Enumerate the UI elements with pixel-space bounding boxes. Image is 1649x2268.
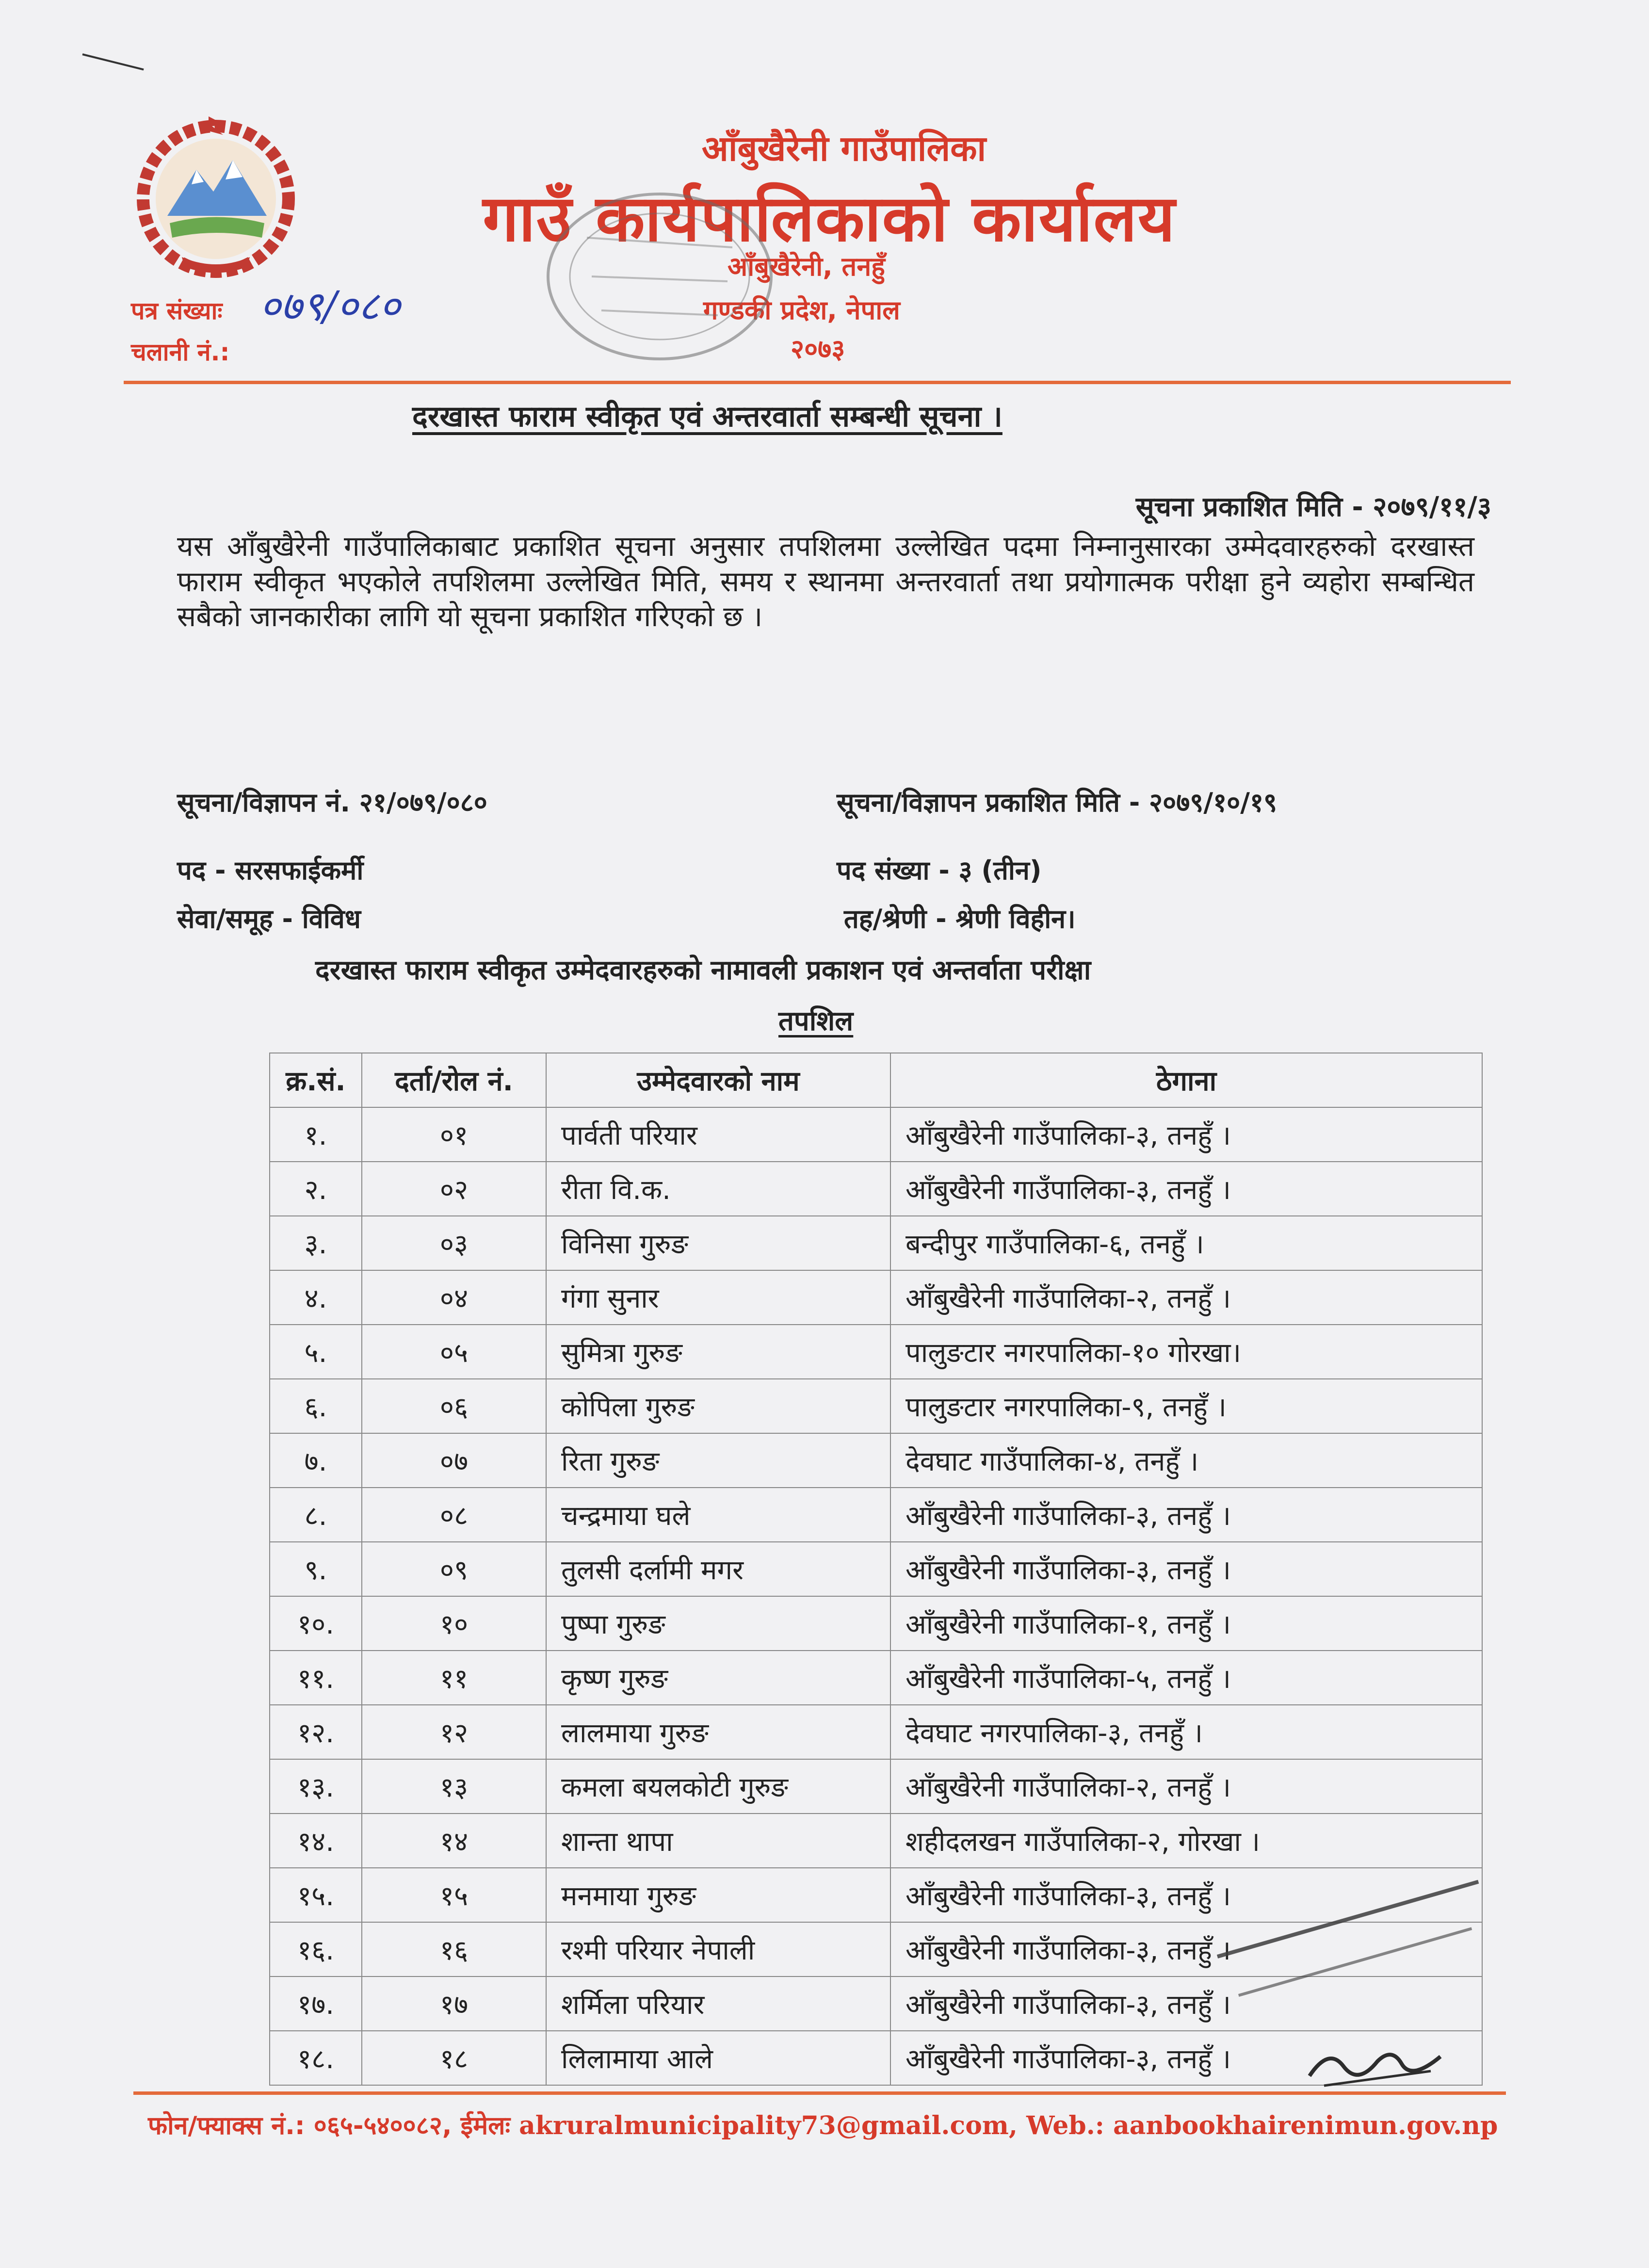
notice-title: दरखास्त फाराम स्वीकृत एवं अन्तरवार्ता सम्बन्धी सूचना । xyxy=(412,400,1002,434)
letter-no-label: पत्र संख्याः xyxy=(131,297,223,325)
roll-number-cell: १६ xyxy=(362,1922,546,1976)
serial-number-cell: ११. xyxy=(270,1651,362,1705)
address-line-1: आँबुखैरेनी, तनहुँ xyxy=(728,251,885,282)
roll-number-cell: १७ xyxy=(362,1976,546,2031)
service-group: सेवा/समूह - विविध xyxy=(177,904,361,934)
table-row xyxy=(270,1651,1482,1705)
roll-number-cell: ०५ xyxy=(362,1325,546,1379)
notice-body: यस आँबुखैरेनी गाउँपालिकाबाट प्रकाशित सूचना अनुसार तपशिलमा उल्लेखित पदमा निम्नानुसारका उम्मेदवारहरुको दरखास्त फाराम स्वीकृत भएकोले तपशिलमा उल्लेखित मिति, समय र स्थानमा अन्तरवार्ता तथा प्रयोगात्मक परीक्षा हुने व्यहोरा सम्बन्धित सबैको जानकारीका लागि यो सूचना प्रकाशित गरिएको छ । xyxy=(177,530,1474,633)
roll-number-cell: १८ xyxy=(362,2031,546,2085)
roll-number-cell: ०६ xyxy=(362,1379,546,1433)
list-heading: दरखास्त फाराम स्वीकृत उम्मेदवारहरुको नामावली प्रकाशन एवं अन्तर्वाता परीक्षा xyxy=(315,955,1091,986)
address-cell: आँबुखैरेनी गाउँपालिका-३, तनहुँ । xyxy=(890,1107,1482,1162)
roll-number-cell: ०७ xyxy=(362,1433,546,1488)
dispatch-no-label: चलानी नं.: xyxy=(131,338,230,366)
nepal-emblem-icon xyxy=(124,112,308,286)
serial-number-cell: ८. xyxy=(270,1488,362,1542)
serial-number-cell: ६. xyxy=(270,1379,362,1433)
table-row xyxy=(270,1162,1482,1216)
candidate-name-cell: रश्मी परियार नेपाली xyxy=(546,1922,890,1976)
table-row xyxy=(270,1433,1482,1488)
candidate-name-cell: कमला बयलकोटी गुरुङ xyxy=(546,1759,890,1814)
roll-number-cell: १३ xyxy=(362,1759,546,1814)
serial-number-cell: ७. xyxy=(270,1433,362,1488)
table-row xyxy=(270,1216,1482,1270)
serial-number-cell: १८. xyxy=(270,2031,362,2085)
footer-divider xyxy=(133,2091,1506,2095)
candidate-name-cell: विनिसा गुरुङ xyxy=(546,1216,890,1270)
letter-no-value: ०७९/०८० xyxy=(259,282,401,330)
serial-number-cell: १५. xyxy=(270,1868,362,1922)
table-row xyxy=(270,1542,1482,1596)
address-cell: आँबुखैरेनी गाउँपालिका-३, तनहुँ । xyxy=(890,1162,1482,1216)
table-header-row xyxy=(270,1053,1482,1107)
address-cell: आँबुखैरेनी गाउँपालिका-३, तनहुँ । xyxy=(890,1868,1482,1922)
table-row xyxy=(270,1759,1482,1814)
signature-stamp-icon xyxy=(1198,1872,1557,2100)
roll-number-cell: ०४ xyxy=(362,1270,546,1325)
candidate-name-cell: चन्द्रमाया घले xyxy=(546,1488,890,1542)
roll-number-cell: ०१ xyxy=(362,1107,546,1162)
advertisement-number: सूचना/विज्ञापन नं. २१/०७९/०८० xyxy=(177,787,487,818)
address-cell: आँबुखैरेनी गाउँपालिका-३, तनहुँ । xyxy=(890,1488,1482,1542)
candidate-name-cell: गंगा सुनार xyxy=(546,1270,890,1325)
serial-number-cell: १६. xyxy=(270,1922,362,1976)
candidate-name-cell: कृष्ण गुरुङ xyxy=(546,1651,890,1705)
address-cell: आँबुखैरेनी गाउँपालिका-३, तनहुँ । xyxy=(890,2031,1482,2085)
column-header: दर्ता/रोल नं. xyxy=(362,1053,546,1107)
address-cell: बन्दीपुर गाउँपालिका-६, तनहुँ । xyxy=(890,1216,1482,1270)
serial-number-cell: ३. xyxy=(270,1216,362,1270)
address-cell: आँबुखैरेनी गाउँपालिका-३, तनहुँ । xyxy=(890,1542,1482,1596)
column-header: उम्मेदवारको नाम xyxy=(546,1053,890,1107)
serial-number-cell: १०. xyxy=(270,1596,362,1651)
roll-number-cell: ०३ xyxy=(362,1216,546,1270)
address-cell: देवघाट नगरपालिका-३, तनहुँ । xyxy=(890,1705,1482,1759)
serial-number-cell: ५. xyxy=(270,1325,362,1379)
footer-contact xyxy=(148,2107,1498,2142)
roll-number-cell: १५ xyxy=(362,1868,546,1922)
serial-number-cell: १७. xyxy=(270,1976,362,2031)
address-cell: आँबुखैरेनी गाउँपालिका-१, तनहुँ । xyxy=(890,1596,1482,1651)
roll-number-cell: ०८ xyxy=(362,1488,546,1542)
address-cell: देवघाट गाउँपालिका-४, तनहुँ । xyxy=(890,1433,1482,1488)
notice-published-date: सूचना प्रकाशित मिति - २०७९/११/३ xyxy=(1135,491,1491,523)
address-cell: आँबुखैरेनी गाउँपालिका-३, तनहुँ । xyxy=(890,1976,1482,2031)
table-row xyxy=(270,1488,1482,1542)
candidate-name-cell: कोपिला गुरुङ xyxy=(546,1379,890,1433)
corner-pen-mark xyxy=(82,53,144,70)
address-cell: शहीदलखन गाउँपालिका-२, गोरखा । xyxy=(890,1814,1482,1868)
candidate-name-cell: मनमाया गुरुङ xyxy=(546,1868,890,1922)
post-count: पद संख्या - ३ (तीन) xyxy=(837,855,1042,886)
roll-number-cell: ०९ xyxy=(362,1542,546,1596)
header-divider xyxy=(124,381,1511,384)
column-header: क्र.सं. xyxy=(270,1053,362,1107)
address-cell: आँबुखैरेनी गाउँपालिका-५, तनहुँ । xyxy=(890,1651,1482,1705)
roll-number-cell: ०२ xyxy=(362,1162,546,1216)
address-cell: पालुङटार नगरपालिका-१० गोरखा। xyxy=(890,1325,1482,1379)
address-line-3: २०७३ xyxy=(791,334,845,364)
roll-number-cell: १० xyxy=(362,1596,546,1651)
footer-email-web: akruralmunicipality73@gmail.com, Web.: aanbookhairenimun.gov.np xyxy=(519,2111,1498,2140)
serial-number-cell: १२. xyxy=(270,1705,362,1759)
table-row xyxy=(270,1379,1482,1433)
advertisement-date: सूचना/विज्ञापन प्रकाशित मिति - २०७९/१०/१९ xyxy=(837,787,1277,818)
office-stamp-icon xyxy=(529,179,791,383)
candidate-name-cell: सुमित्रा गुरुङ xyxy=(546,1325,890,1379)
candidate-name-cell: तुलसी दर्लामी मगर xyxy=(546,1542,890,1596)
roll-number-cell: १४ xyxy=(362,1814,546,1868)
table-row xyxy=(270,1325,1482,1379)
serial-number-cell: ४. xyxy=(270,1270,362,1325)
candidate-name-cell: पुष्पा गुरुङ xyxy=(546,1596,890,1651)
roll-number-cell: ११ xyxy=(362,1651,546,1705)
candidate-name-cell: लिलामाया आले xyxy=(546,2031,890,2085)
post-name: पद - सरसफाईकर्मी xyxy=(177,855,364,886)
candidate-name-cell: शान्ता थापा xyxy=(546,1814,890,1868)
candidate-name-cell: लालमाया गुरुङ xyxy=(546,1705,890,1759)
column-header: ठेगाना xyxy=(890,1053,1482,1107)
table-row xyxy=(270,1705,1482,1759)
candidate-name-cell: रिता गुरुङ xyxy=(546,1433,890,1488)
serial-number-cell: १४. xyxy=(270,1814,362,1868)
address-cell: आँबुखैरेनी गाउँपालिका-३, तनहुँ । xyxy=(890,1922,1482,1976)
roll-number-cell: १२ xyxy=(362,1705,546,1759)
table-row xyxy=(270,1270,1482,1325)
candidate-name-cell: शर्मिला परियार xyxy=(546,1976,890,2031)
serial-number-cell: ९. xyxy=(270,1542,362,1596)
schedule-heading: तपशिल xyxy=(778,1005,854,1037)
footer-phone: फोन/फ्याक्स नं.: ०६५-५४००८२, ईमेलः xyxy=(148,2111,510,2140)
post-level: तह/श्रेणी - श्रेणी विहीन। xyxy=(844,904,1076,934)
table-row xyxy=(270,1596,1482,1651)
table-row xyxy=(270,1107,1482,1162)
address-cell: पालुङटार नगरपालिका-९, तनहुँ । xyxy=(890,1379,1482,1433)
candidate-name-cell: रीता वि.क. xyxy=(546,1162,890,1216)
municipality-name: आँबुखैरेनी गाउँपालिका xyxy=(701,128,986,169)
table-row xyxy=(270,1814,1482,1868)
serial-number-cell: २. xyxy=(270,1162,362,1216)
serial-number-cell: १३. xyxy=(270,1759,362,1814)
candidate-name-cell: पार्वती परियार xyxy=(546,1107,890,1162)
serial-number-cell: १. xyxy=(270,1107,362,1162)
address-cell: आँबुखैरेनी गाउँपालिका-२, तनहुँ । xyxy=(890,1759,1482,1814)
office-name: गाउँ कार्यपालिकाको कार्यालय xyxy=(483,181,1176,256)
address-cell: आँबुखैरेनी गाउँपालिका-२, तनहुँ । xyxy=(890,1270,1482,1325)
address-line-2: गण्डकी प्रदेश, नेपाल xyxy=(703,295,900,325)
